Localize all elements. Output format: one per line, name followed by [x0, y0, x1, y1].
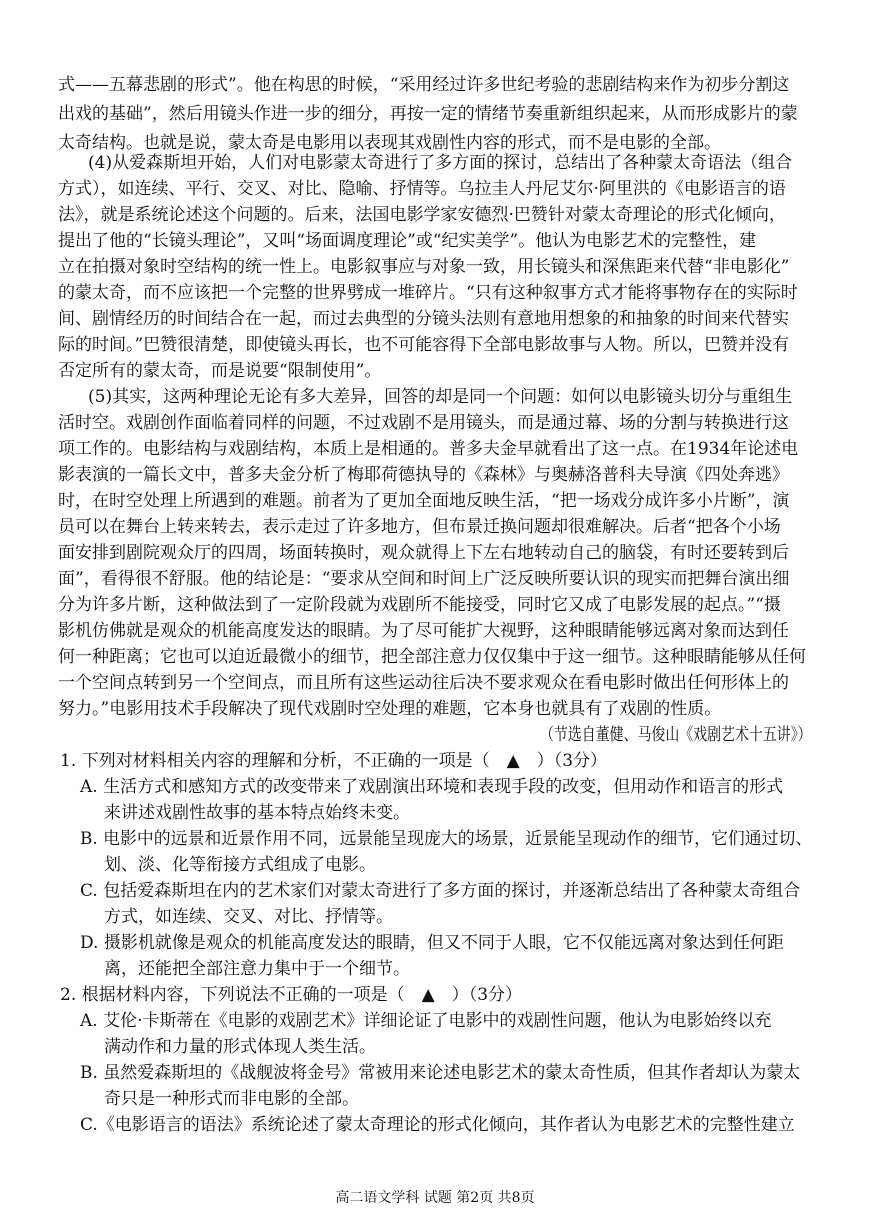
- question-2-option-a-cont: 满动作和力量的形式体现人类生活。: [104, 1037, 376, 1057]
- paragraph-4-line: 方式），如连续、平行、交叉、对比、隐喻、抒情等。乌拉圭人丹尼艾尔·阿里洪的《电影语言的语: [58, 179, 786, 199]
- question-1-option-a: A. 生活方式和感知方式的改变带来了戏剧演出环境和表现手段的改变，但用动作和语言的形式: [80, 777, 784, 797]
- paragraph-5-line: 面安排到剧院观众厅的四周，场面转换时，观众就得上下左右地转动自己的脑袋，有时还要转到后: [58, 543, 789, 563]
- paragraph-line: 式——五幕悲剧的形式”。他在构思的时候，“采用经过许多世纪考验的悲剧结构来作为初步分割这: [58, 75, 790, 95]
- paragraph-line: 太奇结构。也就是说，蒙太奇是电影用以表现其戏剧性内容的形式，而不是电影的全部。: [58, 133, 721, 153]
- paragraph-5-line: 何一种距离；它也可以迫近最微小的细节，把全部注意力仅仅集中于这一细节。这种眼睛能够从任何: [58, 647, 806, 667]
- question-1-option-a-cont: 来讲述戏剧性故事的基本特点始终未变。: [104, 803, 410, 823]
- question-2-stem: 2. 根据材料内容，下列说法不正确的一项是（ ▲ ）（3分）: [60, 985, 523, 1005]
- paragraph-4-line: 间、剧情经历的时间结合在一起，而过去典型的分镜头法则有意地用想象的和抽象的时间来代替实: [58, 309, 789, 329]
- source-citation: （节选自董健、马俊山《戏剧艺术十五讲》）: [540, 725, 812, 745]
- question-1-option-c: C. 包括爱森斯坦在内的艺术家们对蒙太奇进行了多方面的探讨，并逐渐总结出了各种蒙太奇组合: [80, 881, 801, 901]
- paragraph-5-line: 影表演的一篇长文中，普多夫金分析了梅耶荷德执导的《森林》与奥赫洛普科夫导演《四处奔逃》: [58, 465, 789, 485]
- paragraph-4-line: 否定所有的蒙太奇，而是说要“限制使用”。: [58, 361, 382, 381]
- paragraph-4-line: 际的时间。”巴赞很清楚，即使镜头再长，也不可能容得下全部电影故事与人物。所以，巴赞并没有: [58, 335, 790, 355]
- paragraph-4-line: 的蒙太奇，而不应该把一个完整的世界劈成一堆碎片。“只有这种叙事方式才能将事物存在的实际时: [58, 283, 798, 303]
- paragraph-5-line: 面”，看得很不舒服。他的结论是：“要求从空间和时间上广泛反映所要认识的现实而把舞台演出细: [58, 569, 790, 589]
- question-1-option-b: B. 电影中的远景和近景作用不同，远景能呈现庞大的场景，近景能呈现动作的细节，它们通过切、: [80, 829, 813, 849]
- paragraph-5-line: 努力。”电影用技术手段解决了现代戏剧时空处理的难题，它本身也就具有了戏剧的性质。: [58, 699, 722, 719]
- paragraph-5-line: 员可以在舞台上转来转去，表示走过了许多地方，但布景迁换问题却很难解决。后者“把各个小场: [58, 517, 781, 537]
- question-2-option-b: B. 虽然爱森斯坦的《战舰波将金号》常被用来论述电影艺术的蒙太奇性质，但其作者却认为蒙太: [80, 1063, 801, 1083]
- paragraph-4-line: 立在拍摄对象时空结构的统一性上。电影叙事应与对象一致，用长镜头和深焦距来代替“非电影化”: [58, 257, 790, 277]
- paragraph-5-line: 一个空间点转到另一个空间点，而且所有这些运动往后决不要求观众在看电影时做出任何形体上的: [58, 673, 789, 693]
- paragraph-line: 出戏的基础”，然后用镜头作进一步的细分，再按一定的情绪节奏重新组织起来，从而形成影片的蒙: [58, 104, 798, 124]
- question-1-option-b-cont: 划、淡、化等衔接方式组成了电影。: [104, 855, 376, 875]
- paragraph-5-line: 分为许多片断，这种做法到了一定阶段就为戏剧所不能接受，同时它又成了电影发展的起点。”“摄: [58, 595, 781, 615]
- question-2-option-c: C.《电影语言的语法》系统论述了蒙太奇理论的形式化倾向，其作者认为电影艺术的完整性建立: [80, 1115, 795, 1135]
- question-1-option-c-cont: 方式，如连续、交叉、对比、抒情等。: [104, 907, 393, 927]
- question-2-option-a: A. 艾伦·卡斯蒂在《电影的戏剧艺术》详细论证了电影中的戏剧性问题，他认为电影始终以充: [80, 1011, 772, 1031]
- question-1-option-d-cont: 离，还能把全部注意力集中于一个细节。: [104, 959, 410, 979]
- page-footer: 高二语文学科 试题 第2页 共8页: [335, 1190, 535, 1206]
- paragraph-5-line: (5)其实，这两种理论无论有多大差异，回答的却是同一个问题：如何以电影镜头切分与重组生: [88, 387, 793, 407]
- paragraph-5-line: 影机仿佛就是观众的机能高度发达的眼睛。为了尽可能扩大视野，这种眼睛能够远离对象而达到任: [58, 621, 789, 641]
- paragraph-4-line: 法》，就是系统论述这个问题的。后来，法国电影学家安德烈·巴赞针对蒙太奇理论的形式化倾向，: [58, 205, 786, 225]
- paragraph-5-line: 活时空。戏剧创作面临着同样的问题，不过戏剧不是用镜头，而是通过幕、场的分割与转换进行这: [58, 413, 789, 433]
- question-1-option-d: D. 摄影机就像是观众的机能高度发达的眼睛，但又不同于人眼，它不仅能远离对象达到任何距: [80, 933, 784, 953]
- paragraph-5-line: 项工作的。电影结构与戏剧结构，本质上是相通的。普多夫金早就看出了这一点。在1934年论述电: [58, 439, 799, 459]
- paragraph-4-line: 提出了他的“长镜头理论”，又叫“场面调度理论”或“纪实美学”。他认为电影艺术的完整性，建: [58, 231, 757, 251]
- question-1-stem: 1. 下列对材料相关内容的理解和分析，不正确的一项是（ ▲ ）（3分）: [60, 751, 608, 771]
- paragraph-4-line: (4)从爱森斯坦开始，人们对电影蒙太奇进行了多方面的探讨，总结出了各种蒙太奇语法（组合: [88, 153, 793, 173]
- question-2-option-b-cont: 奇只是一种形式而非电影的全部。: [104, 1089, 359, 1109]
- paragraph-5-line: 时，在时空处理上所遇到的难题。前者为了更加全面地反映生活，“把一场戏分成许多小片断”，演: [58, 491, 790, 511]
